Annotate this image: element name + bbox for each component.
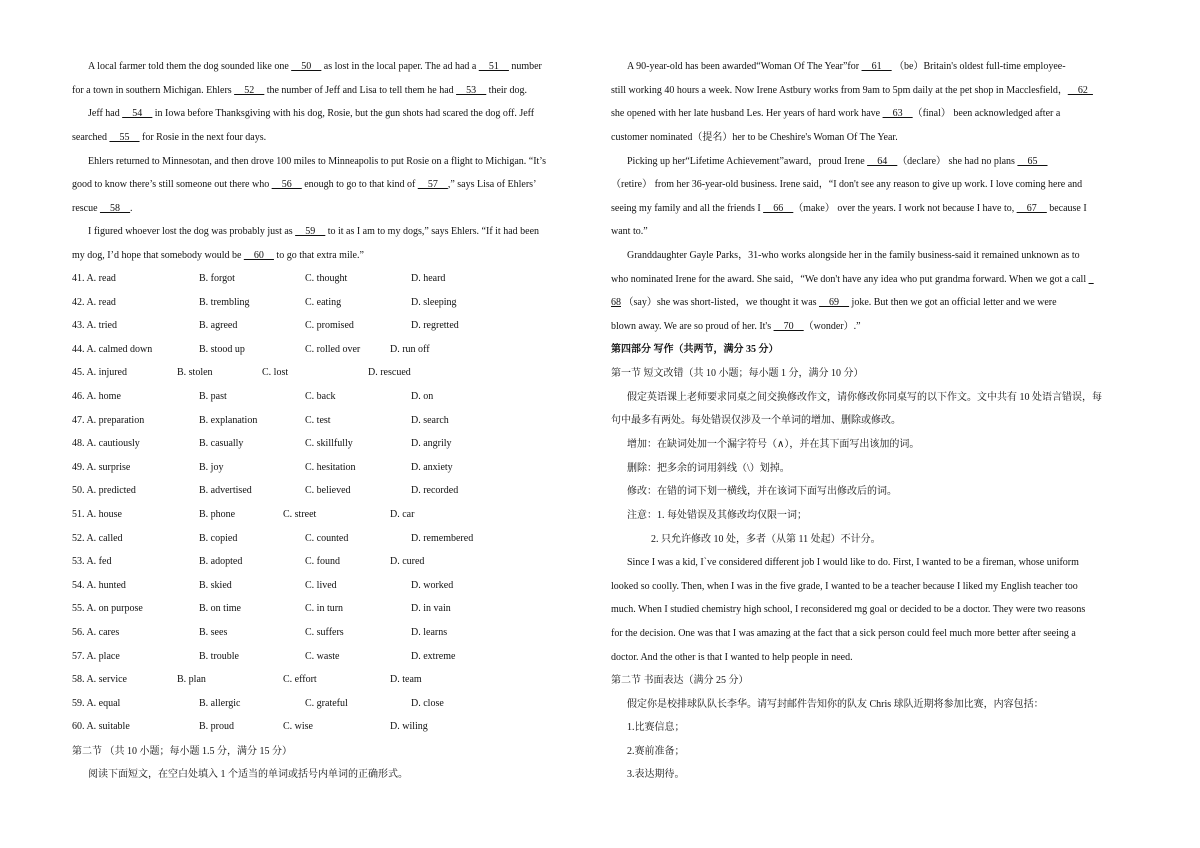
option-b: B. advertised (199, 485, 252, 497)
option-b: B. stood up (199, 343, 245, 355)
option-c: C. skillfully (305, 438, 353, 450)
option-c: C. waste (305, 650, 340, 662)
option-b: B. casually (199, 438, 244, 450)
essay-line: looked so coolly. Then, when I was in the five grade, I wanted to be a teacher because I liked my English teacher too (611, 581, 1078, 592)
list-item: 2.赛前准备； (627, 746, 685, 757)
option-c: C. test (305, 414, 331, 426)
option-c: C. counted (305, 532, 349, 544)
option-b: B. on time (199, 603, 241, 615)
instruction-text: 句中最多有两处。每处错误仅涉及一个单词的增加、删除或修改。 (611, 415, 901, 426)
option-b: B. agreed (199, 320, 238, 332)
instruction-text: 修改：在错的词下划一横线，并在该词下面写出修改后的词。 (627, 486, 897, 497)
option-d: D. cured (390, 556, 425, 568)
answer-blank: __51__ (478, 61, 509, 72)
passage-line: A local farmer told them the dog sounded like one __50__ as lost in the local paper. The ad had a __51__ number (88, 61, 542, 72)
option-d: D. recorded (411, 485, 459, 497)
option-b: B. trouble (199, 650, 239, 662)
question-number-option-a: 50. A. predicted (72, 485, 136, 497)
question-number-option-a: 52. A. called (72, 532, 123, 544)
question-number-option-a: 54. A. hunted (72, 579, 126, 591)
answer-blank: __53__ (456, 85, 487, 96)
answer-blank: __59__ (295, 226, 326, 237)
option-c: C. believed (305, 485, 351, 497)
option-c: C. rolled over (305, 343, 361, 355)
passage-line: searched __55__ for Rosie in the next four days. (72, 132, 267, 143)
answer-blank: __64__ (867, 156, 898, 167)
option-b: B. allergic (199, 697, 241, 709)
option-c: C. wise (283, 721, 313, 733)
question-number-option-a: 47. A. preparation (72, 414, 145, 426)
answer-blank: _ (1088, 274, 1094, 285)
option-d: D. team (390, 674, 422, 686)
essay-line: doctor. And the other is that I wanted to help people in need. (611, 652, 853, 663)
passage-line: seeing my family and all the friends I __66__（make） over the years. I work not because I have to, __67__ because I (611, 203, 1087, 214)
passage-line: she opened with her late husband Les. Her years of hard work have __63__（final） been acknowledged after a (611, 108, 1061, 119)
question-number-option-a: 59. A. equal (72, 697, 121, 709)
answer-blank: __67__ (1016, 203, 1047, 214)
option-d: D. regretted (411, 320, 459, 332)
option-d: D. on (411, 391, 434, 402)
instruction-text: 增加：在缺词处加一个漏字符号（∧），并在其下面写出该加的词。 (627, 439, 920, 450)
answer-blank: __66__ (763, 203, 794, 214)
question-number-option-a: 60. A. suitable (72, 721, 130, 733)
instruction-text: 假定你是校排球队队长李华。请写封邮件告知你的队友 Chris 球队近期将参加比赛，内容包括： (627, 699, 1044, 710)
section-heading: 第二节 书面表达（满分 25 分） (611, 675, 749, 686)
passage-line: customer nominated（提名）her to be Cheshire's Woman Of The Year. (611, 132, 898, 143)
answer-blank: __60__ (243, 250, 274, 261)
option-c: C. lived (305, 579, 337, 591)
passage-line: want to.” (611, 226, 648, 237)
option-b: B. plan (177, 674, 206, 686)
option-b: B. copied (199, 532, 238, 544)
question-number-option-a: 41. A. read (72, 273, 116, 284)
passage-line: who nominated Irene for the award. She said，“We don't have any idea who put grandma forward. When we got a call _ (611, 274, 1094, 285)
option-d: D. sleeping (411, 296, 457, 308)
passage-line: my dog, I’d hope that somebody would be __60__ to go that extra mile.” (72, 250, 364, 261)
passage-line: for a town in southern Michigan. Ehlers __52__ the number of Jeff and Lisa to tell them he had __53__ their dog. (72, 85, 527, 96)
answer-blank: __50__ (291, 61, 322, 72)
answer-blank: __55__ (109, 132, 140, 143)
passage-line: A 90-year-old has been awarded“Woman Of The Year”for __61__ （be）Britain's oldest full-time employee- (627, 61, 1066, 72)
option-c: C. thought (305, 273, 348, 284)
question-number-option-a: 48. A. cautiously (72, 438, 140, 450)
option-d: D. extreme (411, 650, 456, 662)
passage-line: Ehlers returned to Minnesotan, and then drove 100 miles to Minneapolis to put Rosie on a flight to Michigan. “It’s (88, 156, 546, 167)
option-d: D. worked (411, 579, 454, 591)
passage-line: rescue __58__. (72, 203, 133, 214)
answer-blank: __69__ (819, 297, 850, 308)
option-d: D. car (390, 509, 415, 520)
answer-blank: __61__ (861, 61, 892, 72)
question-number-option-a: 55. A. on purpose (72, 603, 143, 615)
essay-line: Since I was a kid, I`ve considered different job I would like to do. First, I wanted to be a fireman, whose uniform (627, 557, 1079, 568)
question-number-option-a: 45. A. injured (72, 367, 127, 379)
answer-blank: __57__ (417, 179, 448, 190)
option-d: D. in vain (411, 603, 451, 615)
answer-blank: __65__ (1017, 156, 1048, 167)
question-number-option-a: 42. A. read (72, 296, 116, 308)
answer-blank: __63__ (882, 108, 913, 119)
question-number-option-a: 57. A. place (72, 650, 120, 662)
part-heading: 第四部分 写作（共两节，满分 35 分） (611, 344, 779, 355)
option-d: D. learns (411, 627, 448, 638)
option-b: B. past (199, 391, 227, 402)
option-d: D. heard (411, 273, 446, 284)
option-c: C. in turn (305, 603, 344, 615)
option-d: D. remembered (411, 532, 474, 544)
passage-line: Granddaughter Gayle Parks，31-who works alongside her in the family business-said it remained unknown as to (627, 250, 1080, 261)
option-d: D. anxiety (411, 461, 453, 473)
option-d: D. run off (390, 343, 430, 355)
passage-line: （retire） from her 36-year-old business. Irene said，“I don't see any reason to give up work. I love coming here and (611, 179, 1083, 190)
passage-line: Picking up her“Lifetime Achievement”award，proud Irene __64__（declare） she had no plans __65__ (627, 156, 1048, 167)
answer-blank: __56__ (271, 179, 302, 190)
option-c: C. promised (305, 320, 354, 332)
option-d: D. search (411, 414, 449, 426)
question-number-option-a: 44. A. calmed down (72, 343, 153, 355)
question-number-option-a: 46. A. home (72, 391, 121, 402)
section-heading: 第二节 （共 10 小题；每小题 1.5 分，满分 15 分） (72, 746, 292, 757)
answer-blank: __54__ (122, 108, 153, 119)
note-text: 2. 只允许修改 10 处，多者（从第 11 处起）不计分。 (651, 534, 881, 545)
passage-line: I figured whoever lost the dog was probably just as __59__ to it as I am to my dogs,” says Ehlers. “If it had been (88, 226, 540, 237)
passage-line: good to know there’s still someone out there who __56__ enough to go to that kind of __57__,” says Lisa of Ehlers’ (72, 179, 537, 190)
answer-blank: __58__ (100, 203, 131, 214)
option-c: C. eating (305, 296, 342, 308)
option-b: B. adopted (199, 556, 243, 568)
option-c: C. hesitation (305, 461, 356, 473)
option-d: D. rescued (368, 367, 411, 379)
section-heading: 第一节 短文改错（共 10 小题；每小题 1 分，满分 10 分） (611, 368, 864, 379)
passage-line: Jeff had __54__ in Iowa before Thanksgiving with his dog, Rosie, but the gun shots had scared the dog off. Jeff (88, 108, 535, 119)
list-item: 3.表达期待。 (627, 769, 685, 780)
essay-line: much. When I studied chemistry high school, I reconsidered mg goal or decided to be a doctor. They were two reasons (611, 604, 1086, 615)
question-number-option-a: 51. A. house (72, 509, 122, 520)
option-b: B. proud (199, 721, 234, 733)
question-number-option-a: 53. A. fed (72, 556, 112, 568)
answer-blank: __62_ (1067, 85, 1093, 96)
option-d: D. wiling (390, 721, 428, 733)
option-c: C. lost (262, 367, 289, 379)
passage-line: still working 40 hours a week. Now Irene Astbury works from 9am to 5pm daily at the pet shop in Macclesfield，__62_ (611, 85, 1093, 96)
question-number-option-a: 43. A. tried (72, 320, 117, 332)
option-b: B. sees (199, 627, 228, 638)
option-b: B. forgot (199, 273, 235, 284)
option-c: C. suffers (305, 627, 344, 638)
question-number-option-a: 56. A. cares (72, 627, 120, 638)
instruction-text: 假定英语课上老师要求同桌之间交换修改作文，请你修改你同桌写的以下作文。文中共有 10 处语言错误，每 (627, 392, 1102, 403)
option-b: B. phone (199, 509, 236, 520)
option-b: B. stolen (177, 367, 213, 379)
option-b: B. skied (199, 579, 232, 591)
option-b: B. joy (199, 461, 224, 473)
answer-blank: __52__ (234, 85, 265, 96)
answer-blank: __70__ (773, 321, 804, 332)
option-b: B. trembling (199, 296, 250, 308)
option-c: C. effort (283, 674, 317, 686)
list-item: 1.比赛信息； (627, 722, 685, 733)
option-c: C. back (305, 391, 336, 402)
option-c: C. street (283, 509, 317, 520)
question-number-option-a: 58. A. service (72, 674, 127, 686)
option-d: D. angrily (411, 438, 452, 450)
option-b: B. explanation (199, 414, 258, 426)
note-text: 注意：1. 每处错误及其修改均仅限一词； (627, 510, 807, 521)
instruction-text: 删除：把多余的词用斜线（\）划掉。 (627, 463, 790, 474)
question-number-option-a: 49. A. surprise (72, 461, 131, 473)
instruction-text: 阅读下面短文，在空白处填入 1 个适当的单词或括号内单词的正确形式。 (88, 769, 408, 780)
option-d: D. close (411, 697, 444, 709)
passage-line: blown away. We are so proud of her. It's __70__（wonder）.” (611, 321, 861, 332)
option-c: C. found (305, 556, 340, 568)
answer-blank: 68 (611, 297, 621, 308)
option-c: C. grateful (305, 697, 348, 709)
essay-line: for the decision. One was that I was amazing at the fact that a sick person could feel much more better after seeing a (611, 628, 1076, 639)
passage-line: 68 （say）she was short-listed，we thought it was __69__ joke. But then we got an official letter and we were (611, 297, 1057, 308)
